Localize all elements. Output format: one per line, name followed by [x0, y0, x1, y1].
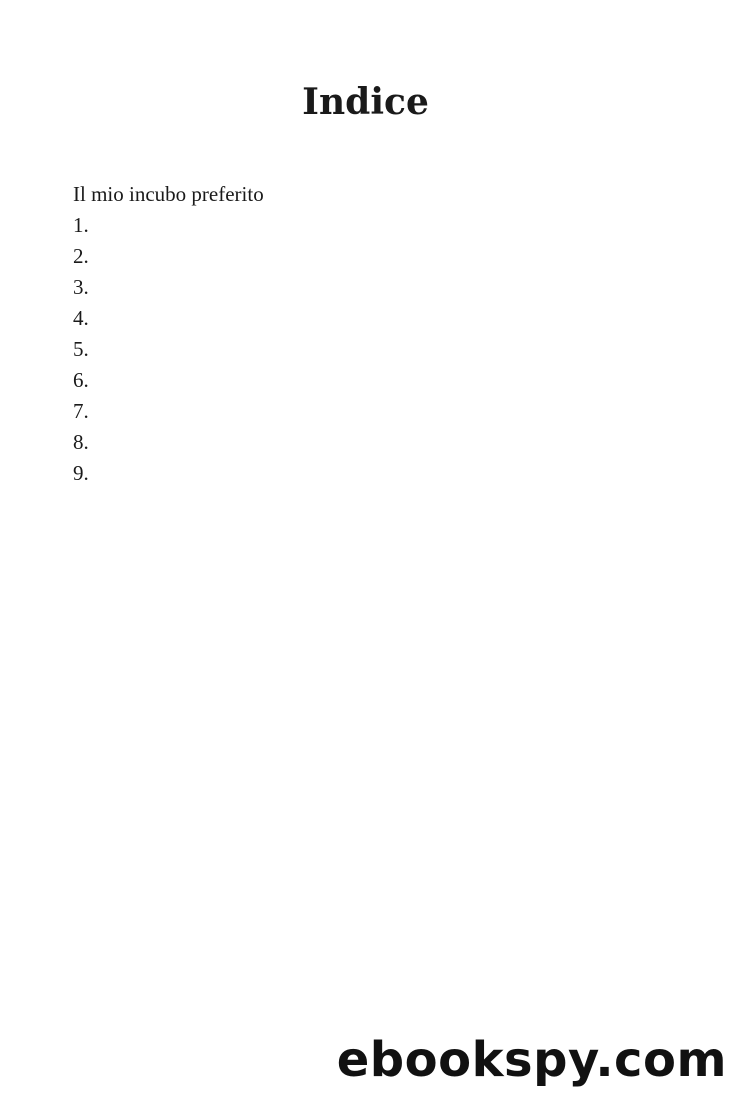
toc-chapter-8[interactable]: 8.: [73, 430, 89, 454]
toc-chapter-2[interactable]: 2.: [73, 244, 89, 268]
toc-chapter-7[interactable]: 7.: [73, 399, 89, 423]
table-of-contents: [73, 179, 264, 489]
toc-chapter-6[interactable]: 6.: [73, 368, 89, 392]
toc-chapter-5[interactable]: 5.: [73, 337, 89, 361]
page-title: Indice: [302, 81, 429, 123]
toc-book-title[interactable]: Il mio incubo preferito: [73, 182, 264, 206]
watermark-text: ebookspy.com: [336, 1032, 727, 1088]
toc-chapter-9[interactable]: 9.: [73, 461, 89, 485]
toc-chapter-4[interactable]: 4.: [73, 306, 89, 330]
toc-chapter-1[interactable]: 1.: [73, 213, 89, 237]
toc-chapter-3[interactable]: 3.: [73, 275, 89, 299]
